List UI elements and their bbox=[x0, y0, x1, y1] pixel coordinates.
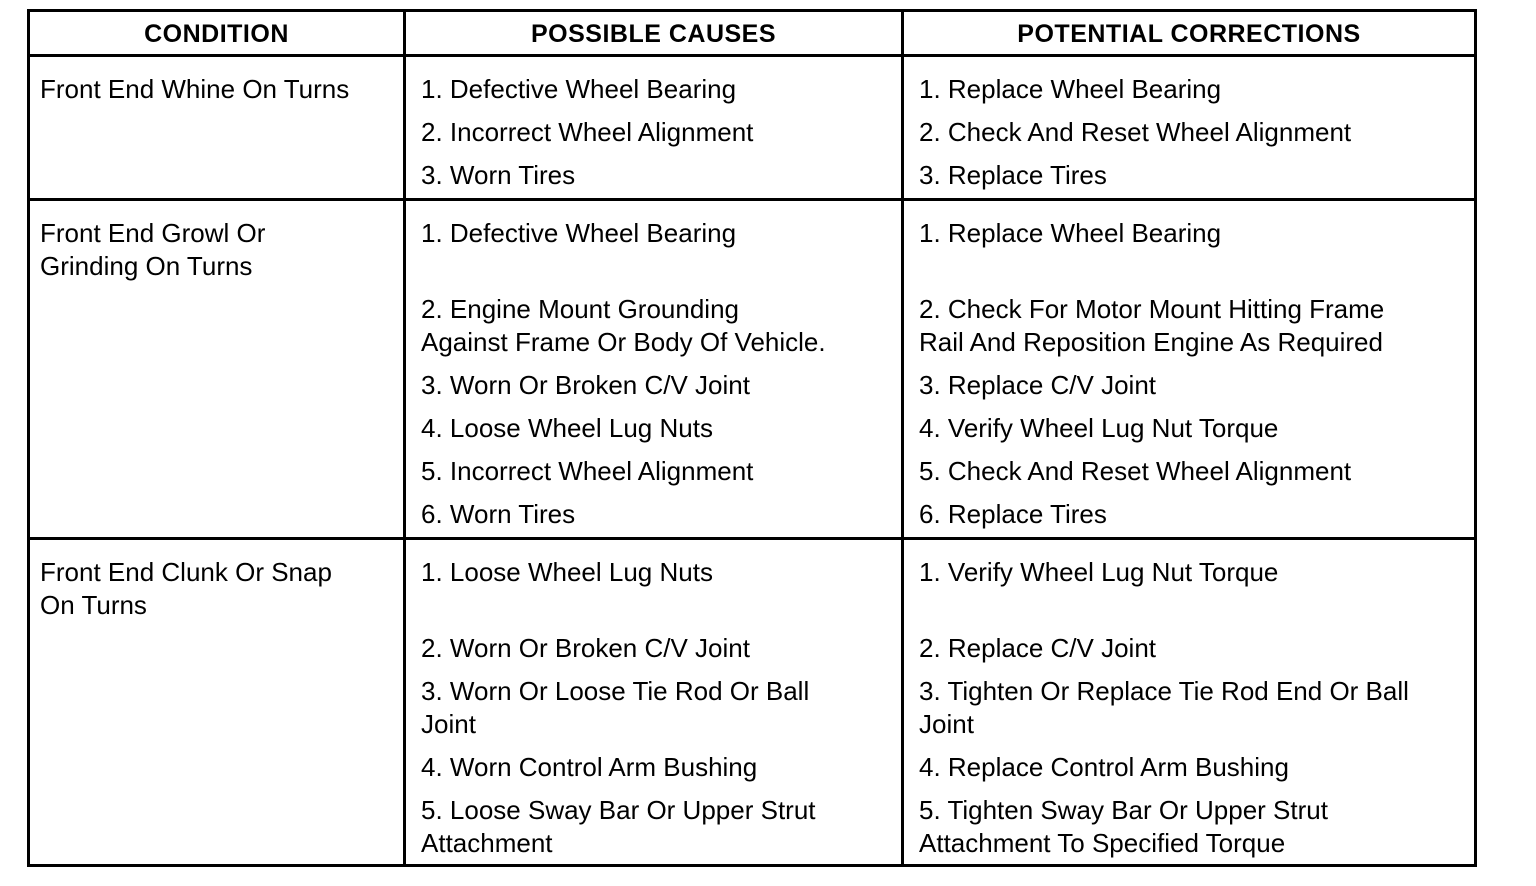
correction-item: Joint bbox=[919, 709, 974, 739]
condition-text: Front End Growl Or bbox=[40, 218, 266, 248]
header-condition: CONDITION bbox=[144, 20, 289, 48]
cause-item: 5. Loose Sway Bar Or Upper Strut bbox=[421, 795, 816, 825]
column-divider bbox=[901, 12, 904, 864]
cause-item: 5. Incorrect Wheel Alignment bbox=[421, 456, 754, 486]
condition-text: Grinding On Turns bbox=[40, 251, 253, 281]
cause-item: 6. Worn Tires bbox=[421, 499, 576, 529]
cause-item: 3. Worn Or Broken C/V Joint bbox=[421, 370, 750, 400]
correction-item: 5. Tighten Sway Bar Or Upper Strut bbox=[919, 795, 1328, 825]
cause-item: 3. Worn Or Loose Tie Rod Or Ball bbox=[421, 676, 810, 706]
cause-item: Against Frame Or Body Of Vehicle. bbox=[421, 327, 826, 357]
cause-item: 1. Loose Wheel Lug Nuts bbox=[421, 557, 713, 587]
header-possible-causes: POSSIBLE CAUSES bbox=[530, 20, 777, 48]
correction-item: 1. Verify Wheel Lug Nut Torque bbox=[919, 557, 1279, 587]
cause-item: 1. Defective Wheel Bearing bbox=[421, 218, 737, 248]
cause-item: 3. Worn Tires bbox=[421, 160, 576, 190]
condition-text: On Turns bbox=[40, 590, 147, 620]
cause-item: 2. Worn Or Broken C/V Joint bbox=[421, 633, 750, 663]
cause-item: 2. Incorrect Wheel Alignment bbox=[421, 117, 754, 147]
correction-item: 3. Replace Tires bbox=[919, 160, 1107, 190]
cause-item: 4. Worn Control Arm Bushing bbox=[421, 752, 758, 782]
cause-item: 1. Defective Wheel Bearing bbox=[421, 74, 737, 104]
column-divider bbox=[403, 12, 406, 864]
cause-item: 4. Loose Wheel Lug Nuts bbox=[421, 413, 713, 443]
correction-item: 2. Check For Motor Mount Hitting Frame bbox=[919, 294, 1385, 324]
correction-item: 4. Verify Wheel Lug Nut Torque bbox=[919, 413, 1279, 443]
header-potential-corrections: POTENTIAL CORRECTIONS bbox=[1017, 20, 1361, 48]
correction-item: Attachment To Specified Torque bbox=[919, 828, 1286, 858]
diagnosis-table bbox=[27, 9, 1477, 867]
correction-item: 3. Replace C/V Joint bbox=[919, 370, 1157, 400]
cause-item: 2. Engine Mount Grounding bbox=[421, 294, 739, 324]
correction-item: 1. Replace Wheel Bearing bbox=[919, 74, 1222, 104]
correction-item: 2. Check And Reset Wheel Alignment bbox=[919, 117, 1352, 147]
correction-item: 2. Replace C/V Joint bbox=[919, 633, 1157, 663]
correction-item: 5. Check And Reset Wheel Alignment bbox=[919, 456, 1352, 486]
condition-text: Front End Whine On Turns bbox=[40, 74, 350, 104]
row-divider bbox=[30, 198, 1474, 201]
correction-item: 1. Replace Wheel Bearing bbox=[919, 218, 1222, 248]
correction-item: 4. Replace Control Arm Bushing bbox=[919, 752, 1289, 782]
correction-item: Rail And Reposition Engine As Required bbox=[919, 327, 1383, 357]
correction-item: 3. Tighten Or Replace Tie Rod End Or Ball bbox=[919, 676, 1409, 706]
condition-text: Front End Clunk Or Snap bbox=[40, 557, 332, 587]
cause-item: Joint bbox=[421, 709, 476, 739]
row-divider bbox=[30, 537, 1474, 540]
correction-item: 6. Replace Tires bbox=[919, 499, 1107, 529]
cause-item: Attachment bbox=[421, 828, 553, 858]
